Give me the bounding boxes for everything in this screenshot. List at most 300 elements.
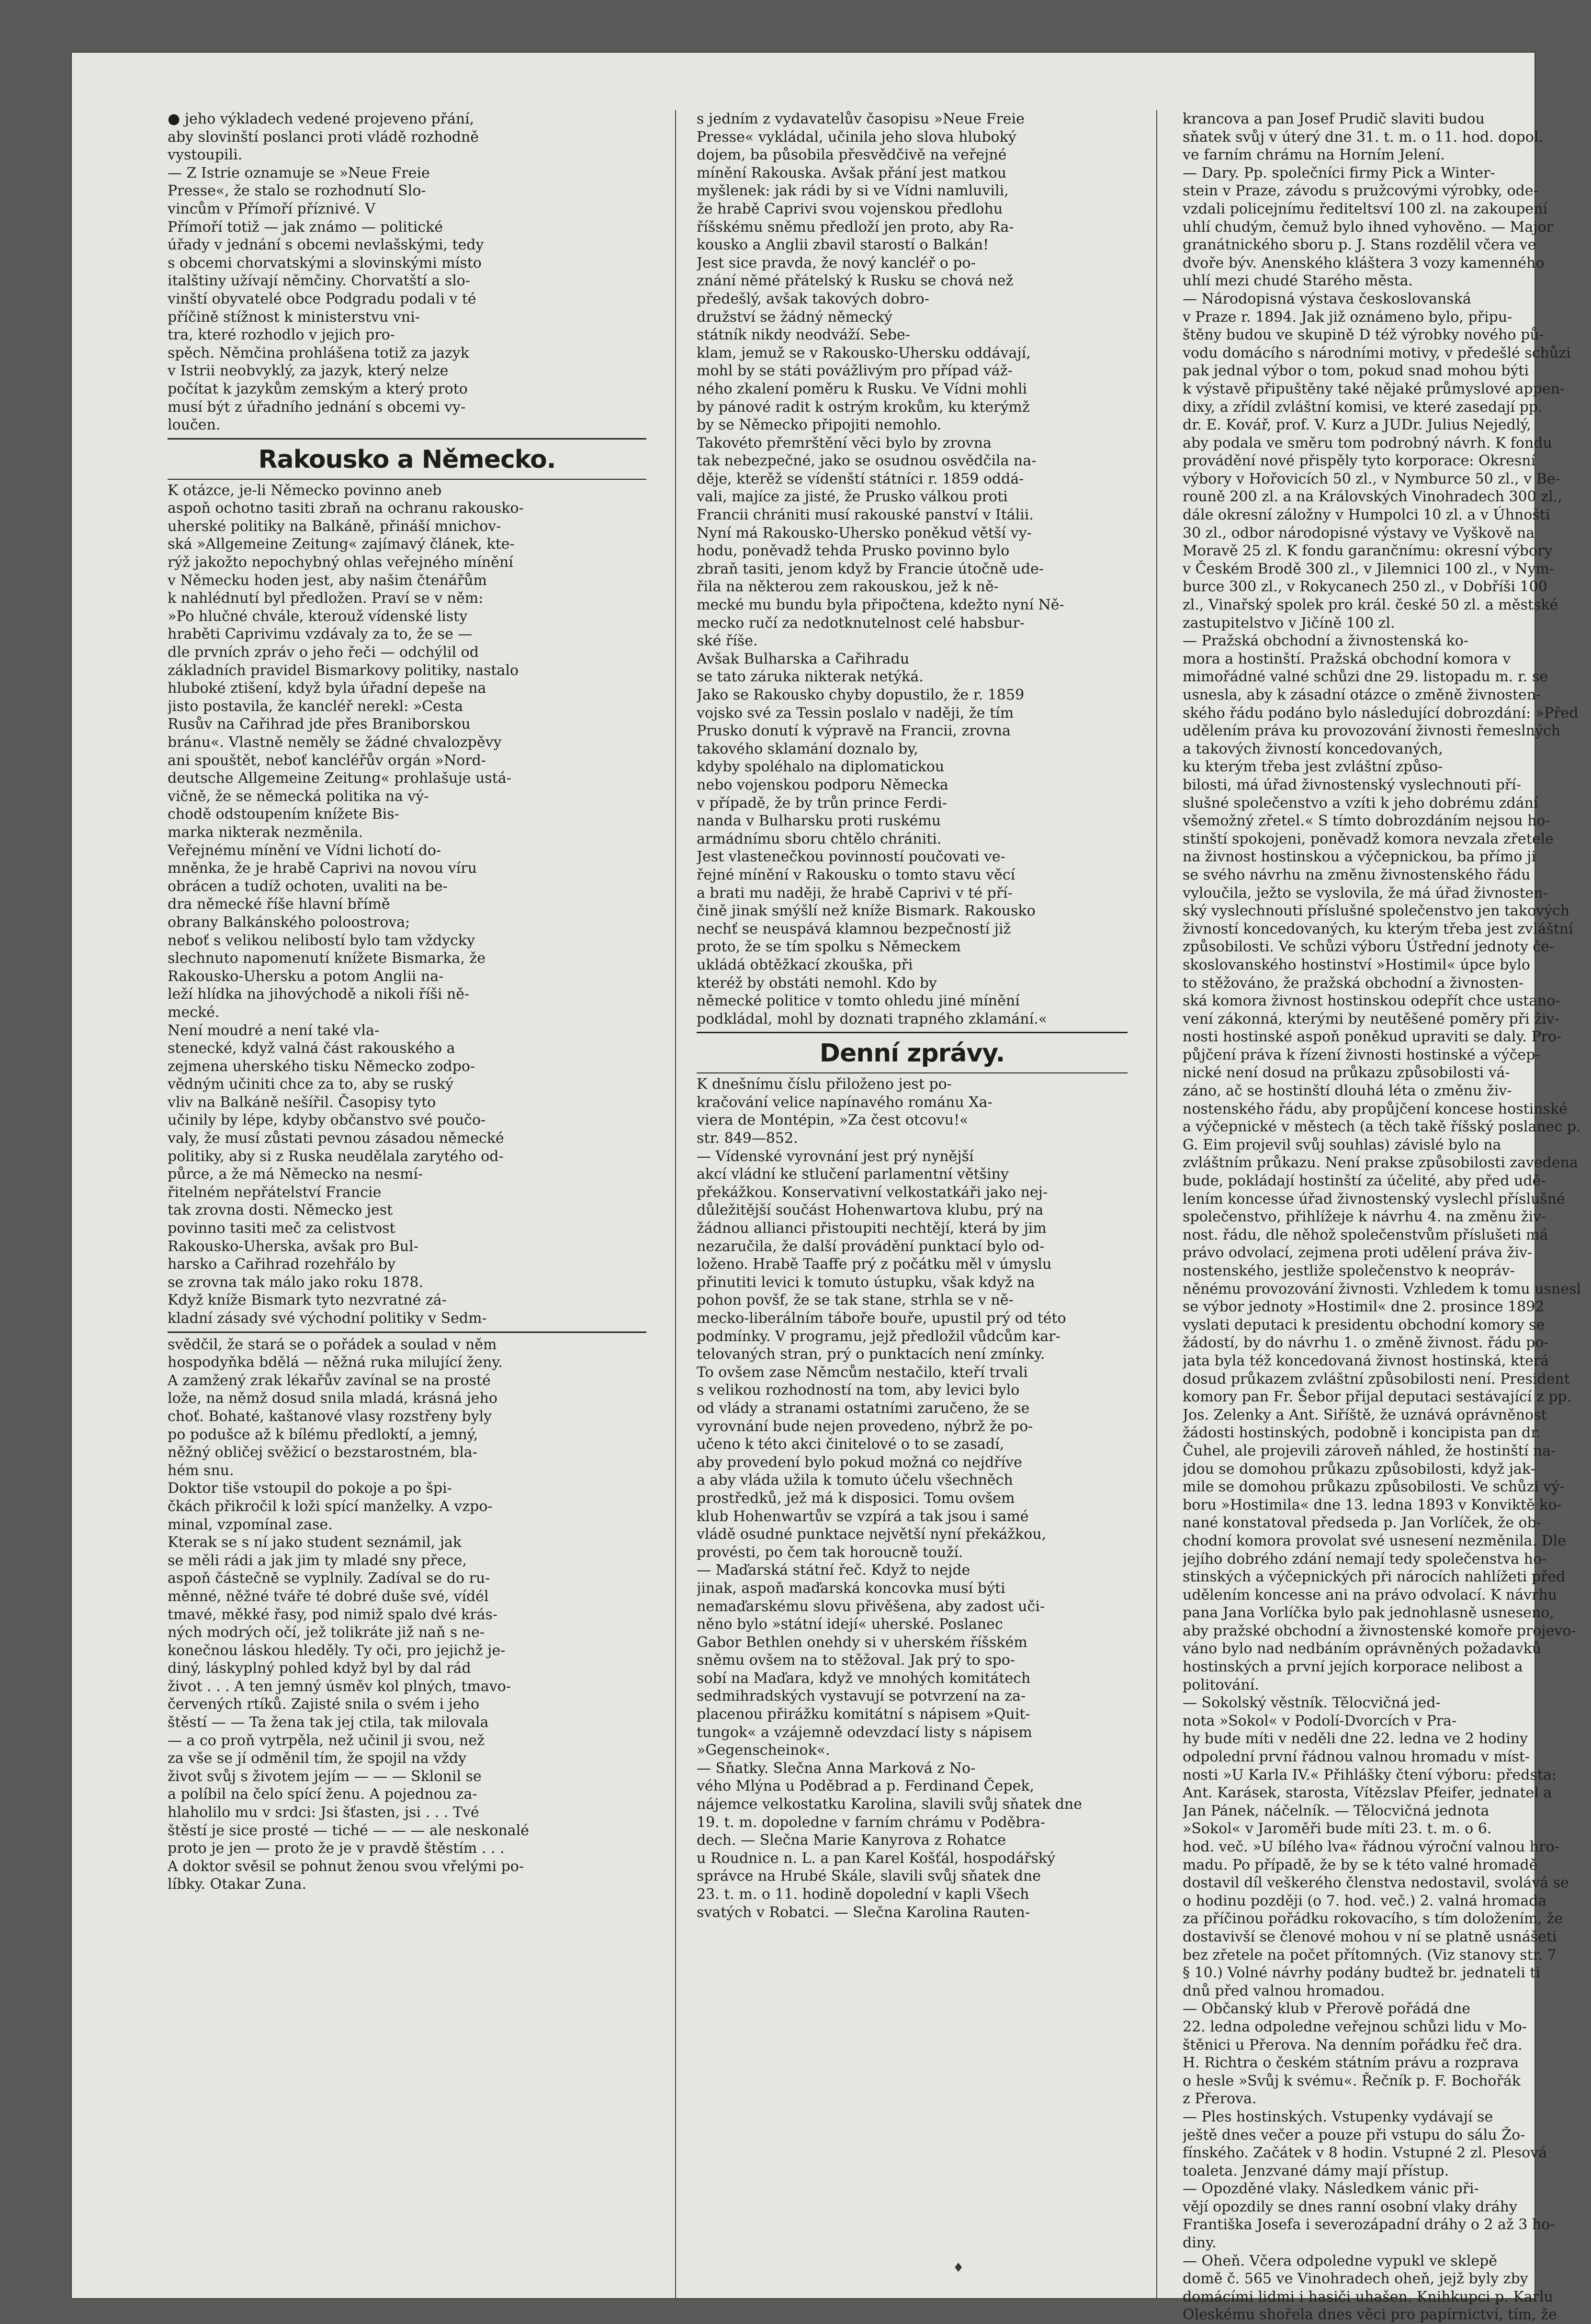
text-line: Nyní má Rakousko-Uhersko poněkud větší vy- [697, 524, 1032, 542]
text-line: žádostí, by do návrhu 1. o změně živnost. řádu po- [1183, 1334, 1549, 1352]
text-line: a aby vláda užila k tomuto účelu všechněch [697, 1472, 1013, 1489]
text-line: něnému provozování živnosti. Vzhledem k tomu usnesl [1183, 1280, 1581, 1297]
text-line: štěny budou ve skupině D též výrobky nového pů- [1183, 327, 1544, 344]
text-line: — Dary. Pp. společníci firmy Pick a Winter- [1183, 164, 1495, 181]
text-line: půjčení práva k řízení živnosti hostinské a výčep- [1183, 1046, 1540, 1063]
text-line: o hesle »Svůj k svému«. Řečník p. F. Bochořák [1183, 2072, 1521, 2089]
text-line: správce na Hrubé Skále, slavili svůj sňatek dne [697, 1868, 1041, 1885]
text-line: »Gegenscheinok«. [697, 1742, 830, 1759]
text-line: mohl by se státi povážlivým pro případ váž- [697, 362, 1013, 380]
text-line: od vlády a stranami ostatními zaručeno, že se [697, 1399, 1030, 1417]
text-line: dojem, ba působila přesvědčivě na veřejné [697, 147, 1007, 164]
text-line: úřady v jednání s obcemi nevlašskými, tedy [168, 237, 484, 254]
text-line: červených rtíků. Zajisté snila o svém i jeho [168, 1696, 480, 1713]
text-line: znání němé přátelský k Rusku se chová než [697, 272, 1014, 290]
text-line: ského řádu podáno bylo následující dobrozdání: »Před [1183, 704, 1579, 722]
text-line: žádosti hostinských, podobně i koncipista pan dr. [1183, 1424, 1541, 1442]
section-divider [697, 1072, 1128, 1073]
text-line: mile se domohou průkazu způsobilosti. Ve schůzi vý- [1183, 1478, 1565, 1496]
text-line: diny. [1183, 2234, 1217, 2252]
text-line: u Roudnice n. L. a pan Karel Košťál, hospodářský [697, 1850, 1055, 1867]
text-line: tmavé, měkké řasy, pod nimiž spalo dvé krás- [168, 1606, 498, 1623]
text-line: učeno k této akci činitelové o to se zasadí, [697, 1436, 1004, 1453]
text-line: — a co proň vytrpěla, než učinil ji svou, než [168, 1732, 485, 1749]
text-line: choť. Bohaté, kaštanové vlasy rozstřeny byly [168, 1408, 492, 1425]
text-line: Kterak se s ní jako student seznámil, jak [168, 1534, 462, 1551]
text-line: — Sokolský věstník. Tělocvičná jed- [1183, 1694, 1441, 1712]
text-line: ani spouštět, neboť kancléřův orgán »Nord- [168, 752, 486, 769]
text-line: vyslati deputaci k presidentu obchodní komory se [1183, 1316, 1545, 1333]
text-line: k výstavě připuštěny také nějaké průmyslové appen- [1183, 380, 1565, 397]
text-line: dra německé říše hlavní břímě [168, 896, 390, 913]
text-line: skoslovanského hostinství »Hostimil« úpce bylo [1183, 956, 1530, 973]
text-line: fínského. Začátek v 8 hodin. Vstupné 2 zl. Plesová [1183, 2144, 1547, 2162]
text-line: se měli rádi a jak jim ty mladé sny přece, [168, 1552, 467, 1569]
text-line: madu. Po případě, že by se k této valné hromadě [1183, 1856, 1538, 1873]
text-line: pohon povšf, že se tak stane, strhla se v ně- [697, 1292, 1014, 1309]
text-line: vystoupili. [168, 147, 243, 164]
text-line: takového sklamání doznalo by, [697, 740, 918, 757]
text-line: odpolední první řádnou valnou hromadu v míst- [1183, 1749, 1530, 1766]
text-line: Moravě 25 zl. K fondu garančnímu: okresní výbory [1183, 542, 1553, 560]
text-line: obrácen a tudíž ochoten, uvaliti na be- [168, 878, 448, 895]
text-line: mora a hostinští. Pražská obchodní komora v [1183, 650, 1511, 667]
text-line: slechnuto napomenutí knížete Bismarka, že [168, 950, 486, 967]
text-line: mecké mu bundu byla připočtena, kdežto nyní Ně- [697, 597, 1064, 614]
text-line: stenecké, když valná část rakouského a [168, 1040, 455, 1057]
text-line: k nahlédnutí byl předložen. Praví se v něm: [168, 590, 484, 607]
text-line: klam, jemuž se v Rakousko-Uhersku oddávají, [697, 344, 1031, 361]
heading-denni-zpravy: Denní zprávy. [819, 1039, 1005, 1068]
text-line: zejmena uherského tisku Německo zodpo- [168, 1058, 475, 1075]
text-line: život svůj s životem jejím — — — Sklonil se [168, 1768, 482, 1785]
text-line: by pánové radit k ostrým krokům, ku kterýmž [697, 398, 1030, 416]
text-line: učinily by lépe, kdyby občanstvo své poučo- [168, 1112, 486, 1129]
text-line: prostředků, jež má k disposici. Tomu ovšem [697, 1489, 1015, 1507]
text-line: provésti, po čem tak horoucně touží. [697, 1544, 963, 1561]
text-line: zvláštním průkazu. Není prakse způsobilosti zavedena [1183, 1154, 1578, 1172]
text-line: Přímoří totiž — jak známo — politické [168, 218, 443, 236]
text-line: — Národopisná výstava českoslovanská [1183, 290, 1471, 307]
text-line: měnné, něžné tváře té dobré duše své, vídél [168, 1588, 489, 1605]
text-line: komory pan Fr. Šebor přijal deputaci sestávající z pp. [1183, 1388, 1572, 1406]
text-line: 22. ledna odpoledne veřejnou schůzi lidu v Mo- [1183, 2018, 1527, 2035]
text-line: Presse«, že stalo se rozhodnutí Slo- [168, 182, 426, 200]
daily-news-continued [1183, 110, 1590, 2324]
text-line: proto, že se tím spolku s Německem [697, 938, 961, 956]
text-line: 30 zl., odbor národopisné výstavy ve Vyškově na [1183, 524, 1535, 542]
text-line: Rakousko-Uhersku a potom Anglii na- [168, 968, 444, 985]
text-line: bude, pokládají hostinští za účelité, aby před udě- [1183, 1173, 1546, 1190]
text-line: hospodyňka bdělá — něžná ruka milující ženy. [168, 1354, 503, 1371]
text-line: burce 300 zl., v Rokycanech 250 zl., v Dobříši 100 [1183, 578, 1547, 596]
text-line: říšskému sněmu předloží jen proto, aby Ra- [697, 218, 1014, 236]
text-line: boru »Hostimila« dne 13. ledna 1893 v Konviktě ko- [1183, 1496, 1562, 1513]
text-line: žádnou allianci přistoupiti nechtějí, která by jim [697, 1220, 1047, 1237]
text-line: jata byla též koncedovaná živnost hostinská, která [1183, 1352, 1549, 1369]
text-line: německé politice v tomto ohledu jiné mínění [697, 993, 1020, 1010]
text-line: 19. t. m. dopoledne v farním chrámu v Poděbra- [697, 1814, 1045, 1831]
text-line: vodu domácího s národními motivy, v předešlé schůzi [1183, 344, 1571, 361]
text-line: vého Mlýna u Poděbrad a p. Ferdinand Čepek, [697, 1778, 1035, 1795]
text-line: musí být z úřadního jednání s obcemi vy- [168, 398, 466, 416]
text-line: krancova a pan Josef Prudič slaviti budou [1183, 111, 1485, 127]
text-line: dvoře býv. Anenského kláštera 3 vozy kamenného [1183, 254, 1545, 271]
text-line: by se Německo připojiti nemohlo. [697, 417, 942, 434]
text-line: to stěžováno, že pražská obchodní a živnosten- [1183, 974, 1524, 992]
text-line: Ant. Karásek, starosta, Vítězslav Pfeifer, jednatel a [1183, 1784, 1552, 1802]
column-middle [697, 110, 1128, 1921]
text-line: ku kterým třeba jest zvláštní způso- [1183, 758, 1443, 776]
text-line: ský vyslechnouti příslušné společenstvo jen takových [1183, 903, 1570, 920]
text-line: Rusův na Cařihrad jde přes Braniborskou [168, 716, 471, 733]
text-line: a políbil na čelo spící ženu. A pojednou za- [168, 1786, 477, 1803]
section-divider [697, 1032, 1128, 1033]
text-line: chodní komora provolat své usnesení nezměnila. Dle [1183, 1532, 1567, 1549]
text-line: Jos. Zelenky a Ant. Siříště, že uznává oprávněnost [1183, 1406, 1547, 1423]
text-line: s jedním z vydavatelův časopisu »Neue Freie [697, 111, 1025, 127]
text-line: vyrovnání bude nejen provedeno, nýbrž že po- [697, 1418, 1033, 1435]
text-line: něžný obličej svěžicí o bezstarostném, bla- [168, 1444, 477, 1461]
text-line: zastupitelstvo v Jičíně 100 zl. [1183, 614, 1395, 632]
article-rakousko-a-nemecko [168, 482, 646, 1328]
text-line: svatých v Robatci. — Slečna Karolina Rauten- [697, 1904, 1030, 1921]
text-line: nájemce velkostatku Karolina, slavili svůj sňatek dne [697, 1796, 1082, 1813]
text-line: příčině stížnost k ministerstvu vni- [168, 308, 420, 326]
text-line: — Pražská obchodní a živnostenská ko- [1183, 632, 1468, 650]
text-line: nostenského, jestliže společenstvo k neopráv- [1183, 1263, 1515, 1279]
text-line: Jako se Rakousko chyby dopustilo, že r. 1859 [697, 687, 1025, 703]
text-line: dále okresní záložny v Humpolci 10 zl. a v Úhnošti [1183, 507, 1550, 524]
article-continued [697, 110, 1128, 1028]
text-line: provádění nové přispěly tyto korporace: Okresní [1183, 452, 1536, 470]
text-line: dosud průkazem zvláštní způsobilosti není. President [1183, 1370, 1570, 1388]
text-line: nota »Sokol« v Podolí-Dvorcích v Pra- [1183, 1712, 1457, 1729]
text-line: toaleta. Jenzvané dámy mají přístup. [1183, 2162, 1449, 2179]
text-line: dr. E. Kovář, prof. V. Kurz a JUDr. Julius Nejedlý, [1183, 417, 1531, 434]
text-line: nemaďarskému slovu přivěšena, aby zadost uči- [697, 1598, 1045, 1615]
text-line: udělením práva ku provozování živnosti řemeslných [1183, 722, 1561, 740]
text-line: za vše se jí odměnil tím, že spojil na vždy [168, 1750, 467, 1767]
heading-rakousko-a-nemecko: Rakousko a Německo. [258, 445, 556, 474]
text-line: Jest sice pravda, že nový kancléř o po- [697, 254, 976, 271]
text-line: vyloučila, ježto se vyslovila, že má úřad živnosten- [1183, 884, 1548, 902]
text-line: klub Hohenwartův se vzpírá a tak jsou i samé [697, 1508, 1029, 1525]
text-line: nostenského řádu, aby propůjčení koncese hostinské [1183, 1100, 1568, 1117]
text-line: štěnici u Přerova. Na denním pořádku řeč dra. [1183, 2036, 1523, 2053]
text-line: záno, ač se hostinští dlouhá léta o změnu živ- [1183, 1083, 1512, 1100]
text-line: K otázce, je-li Německo povinno aneb [168, 482, 442, 499]
text-line: dostavivší se členové mohou v ní se platně usnášeti [1183, 1928, 1557, 1945]
text-line: »Sokol« v Jaroměři bude míti 23. t. m. o 6. [1183, 1820, 1492, 1838]
text-line: spěch. Němčina prohlášena totiž za jazyk [168, 344, 469, 361]
text-line: Doktor tiše vstoupil do pokoje a po špi- [168, 1480, 452, 1497]
text-line: pak jednal výbor o tom, pokud snad mohou býti [1183, 362, 1529, 380]
text-line: dnů před valnou hromadou. [1183, 1982, 1385, 1999]
text-line: ukládá obtěžkací zkouška, při [697, 956, 913, 973]
text-line: marka nikterak nezměnila. [168, 824, 363, 841]
text-line: vějí opozdily se dnes ranní osobní vlaky dráhy [1183, 2198, 1518, 2215]
text-line: nost. řádu, dle něhož společenstvům příslušeti má [1183, 1226, 1548, 1243]
text-line: ● jeho výkladech vedené projeveno přání, [168, 111, 474, 127]
text-line: a takových živností koncedovaných, [1183, 740, 1443, 757]
text-line: Čuhel, ale projevili zároveň náhled, že hostinští na- [1183, 1442, 1556, 1459]
text-line: tak nebezpečné, jako se osudnou osvědčila na- [697, 452, 1037, 470]
text-line: sobí na Maďara, když ve mnohých komitátech [697, 1670, 1031, 1687]
text-line: telovaných stran, prý o punktacích není zmínky. [697, 1346, 1045, 1363]
text-line: řitelném nepřátelství Francie [168, 1184, 382, 1201]
text-line: v Praze r. 1894. Jak již oznámeno bylo, připu- [1183, 308, 1512, 326]
text-line: děje, kterěž se vídenští státníci r. 1859 oddá- [697, 470, 1024, 487]
text-line: v Českém Brodě 300 zl., v Jilemnici 100 zl., v Nym- [1183, 560, 1555, 577]
text-line: str. 849—852. [697, 1130, 798, 1147]
text-line: G. Eim projevil svůj souhlas) závislé bylo na [1183, 1136, 1501, 1153]
text-line: neboť s velikou nelibostí bylo tam vždycky [168, 932, 475, 949]
newspaper-page [72, 53, 1581, 2324]
text-line: lože, na němž dosud snila mladá, krásná jeho [168, 1390, 498, 1407]
text-line: leží hlídka na jihovýchodě a nikoli říši ně- [168, 986, 470, 1003]
text-line: bránu«. Vlastně neměly se žádné chvalozpěvy [168, 734, 502, 751]
text-line: K dnešnímu číslu přiloženo jest po- [697, 1076, 952, 1093]
text-line: — Opozděné vlaky. Následkem vánic při- [1183, 2180, 1479, 2198]
text-line: nané konstatoval předseda p. Jan Vorlíček, že ob- [1183, 1514, 1541, 1532]
text-line: hraběti Caprivimu vzdávaly za to, že se — [168, 626, 473, 643]
text-line: — Sňatky. Slečna Anna Marková z No- [697, 1760, 976, 1777]
column-right [1183, 110, 1590, 2324]
text-line: život . . . A ten jemný úsměv kol plných, tmavo- [168, 1678, 511, 1695]
column-rule [1156, 110, 1157, 2298]
text-line: uhlí chudým, čemuž bylo ihned vyhověno. — Major [1183, 218, 1553, 236]
text-line: jinak, aspoň maďarská koncovka musí býti [697, 1579, 1005, 1597]
text-line: z Přerova. [1183, 2090, 1257, 2108]
text-line: v Istrii neobvyklý, za jazyk, který nelze [168, 362, 449, 380]
text-line: — Maďarská státní řeč. Když to nejde [697, 1562, 970, 1579]
text-line: hlaholilo mu v srdci: Jsi šťasten, jsi . . . Tvé [168, 1804, 479, 1821]
text-line: na živnost hostinskou a výčepnickou, ba přímo ji [1183, 848, 1536, 866]
text-line: důležitější součást Hohenwartova klubu, prý na [697, 1202, 1044, 1219]
text-line: placenou přirážku komitátní s nápisem »Quit- [697, 1706, 1030, 1723]
text-line: dle prvních zpráv o jeho řeči — odchýlil od [168, 644, 479, 661]
text-line: nechť se neuspává klamnou bezpečností již [697, 920, 1011, 937]
text-line: v případě, že by trůn prince Ferdi- [697, 794, 947, 812]
text-line: loučen. [168, 417, 221, 434]
text-line: proto je jen — proto že je v pravdě štěstím . . . [168, 1840, 505, 1857]
text-line: půrce, a že má Německo na nesmí- [168, 1166, 423, 1183]
column-rule [675, 110, 676, 2298]
text-line: italštiny užívají němčiny. Chorvatští a slo- [168, 272, 471, 290]
text-line: váno bylo nad nedbáním oprávněných požadavků [1183, 1640, 1542, 1658]
text-line: o hodinu později (o 7. hod. več.) 2. valná hromada [1183, 1892, 1547, 1909]
text-line: stinští spokojeni, poněvadž komora nevzala zřetele [1183, 830, 1554, 847]
text-line: slušné společenstvo a vzíti k jeho dobrému zdání [1183, 794, 1538, 812]
text-line: se výbor jednoty »Hostimil« dne 2. prosince 1892 [1183, 1298, 1545, 1316]
text-line: tak zrovna dosti. Německo jest [168, 1202, 393, 1219]
text-line: aby provedení bylo pokud možná co nejdříve [697, 1454, 1022, 1471]
text-line: aby podala ve směru tom podrobný návrh. K fondu [1183, 434, 1552, 451]
text-line: harsko a Cařihrad rozehřálo by [168, 1256, 396, 1273]
text-line: deutsche Allgemeine Zeitung« prohlašuje ustá- [168, 770, 511, 787]
daily-news [697, 1075, 1128, 1921]
section-divider [168, 479, 646, 480]
text-line: zbraň tasiti, jenom když by Francie útočně ude- [697, 560, 1044, 577]
text-line: stein v Praze, závodu s pružcovými výrobky, ode- [1183, 182, 1538, 200]
text-line: valy, že musí zůstati pevnou zásadou německé [168, 1130, 504, 1147]
text-line: všemožný zřetel.« S tímto dobrozdáním nejsou ho- [1183, 812, 1550, 830]
text-line: hodu, poněvadž tehda Prusko povinno bylo [697, 542, 1010, 560]
text-line: Když kníže Bismark tyto nezvratné zá- [168, 1292, 447, 1309]
text-line: líbky. Otakar Zuna. [168, 1876, 306, 1893]
text-line: domě č. 565 ve Vinohradech oheň, jejž byly zby [1183, 2270, 1528, 2288]
text-line: Jan Pánek, náčelník. — Tělocvičná jednota [1183, 1802, 1489, 1819]
text-line: sedmihradských vystavují se potvrzení na za- [697, 1688, 1026, 1705]
text-line: rýž jakožto nepochybný ohlas veřejného mínění [168, 554, 513, 571]
text-line: aby slovinští poslanci proti vládě rozhodně [168, 128, 479, 146]
text-line: aspoň ochotno tasiti zbraň na ochranu rakousko- [168, 500, 524, 517]
text-line: — Oheň. Včera odpoledne vypukl ve sklepě [1183, 2252, 1498, 2269]
text-line: nezaručila, že další provádění punktací bylo od- [697, 1238, 1045, 1255]
text-line: vládě osudné punktace největší nyní překážkou, [697, 1526, 1047, 1543]
text-line: vincům v Přímoří příznivé. V [168, 200, 375, 217]
text-line: mecké. [168, 1004, 220, 1021]
text-line: sněmu ovšem na to stěžoval. Jak prý to spo- [697, 1652, 1015, 1669]
text-line: počítat k jazykům zemským a který proto [168, 380, 468, 397]
text-line: 23. t. m. o 11. hodině dopolední v kapli Všech [697, 1886, 1029, 1903]
text-line: dixy, a zřídil zvláštní komisi, ve které zasedají pp. [1183, 398, 1543, 416]
text-line: přinutiti levici k tomuto ústupku, však když na [697, 1274, 1035, 1291]
text-line: ných modrých očí, jež tolikráte již naň s ne- [168, 1624, 485, 1641]
text-line: bilosti, má úřad živnostenský vyslechnouti pří- [1183, 776, 1521, 793]
text-line: usnesla, aby k zásadní otázce o změně živnosten- [1183, 687, 1541, 703]
text-line: Francii chrániti musí rakouské panství v Itálii. [697, 507, 1034, 524]
text-line: myšlenek: jak rádi by si ve Vídni namluvili, [697, 182, 1009, 200]
istria-article [168, 110, 646, 434]
section-divider [168, 438, 646, 440]
text-line: udělením koncesse ani na právo odvolací. K návrhu [1183, 1586, 1557, 1603]
text-line: H. Richtra o českém státním právu a rozprava [1183, 2054, 1519, 2072]
text-line: za příčinou pořádku rokovacího, s tím doložením, že [1183, 1910, 1563, 1928]
text-line: kračování velice napínavého románu Xa- [697, 1094, 993, 1111]
text-line: rouně 200 zl. a na Královských Vinohradech 300 zl., [1183, 488, 1562, 506]
text-line: vali, majíce za jisté, že Prusko válkou proti [697, 488, 1008, 506]
text-line: — Ples hostinských. Vstupenky vydávají se [1183, 2108, 1493, 2125]
text-line: mecko ručí za nedotknutelnost celé habsbur- [697, 614, 1025, 632]
text-line: hod. več. »U bílého lva« řádnou výroční valnou hro- [1183, 1839, 1559, 1855]
text-line: obrany Balkánského poloostrova; [168, 914, 410, 931]
text-line: mínění Rakouska. Avšak přání jest matkou [697, 164, 1007, 181]
text-line: To ovšem zase Němcům nestačilo, kteří trvali [697, 1364, 1028, 1381]
text-line: akcí vládní ke stlučení parlamentní většiny [697, 1166, 1009, 1183]
text-line: A zamžený zrak lékařův zavínal se na prosté [168, 1372, 491, 1389]
page-ornament: ♦ [953, 2261, 964, 2275]
text-line: povinno tasiti meč za celistvost [168, 1220, 395, 1237]
text-line: způsobilosti. Ve schůzi výboru Ústřední jednoty če- [1183, 938, 1555, 956]
text-line: jejího dobrého zdání nemají tedy společenstva ho- [1183, 1550, 1547, 1568]
feuilleton-story [168, 1336, 646, 1894]
text-line: vzdali policejnímu řediteltsví 100 zl. na zakoupení [1183, 200, 1548, 217]
text-line: Prusko donutí k výpravě na Francii, zrovna [697, 722, 1011, 740]
text-line: kladní zásady své východní politiky v Sedm- [168, 1310, 487, 1327]
text-line: výbory v Hořovicích 50 zl., v Nymburce 50 zl., v Be- [1183, 470, 1560, 487]
text-line: — Občanský klub v Přerově pořádá dne [1183, 2000, 1471, 2018]
text-line: stinských a výčepnických při nárocích nahlížeti před [1183, 1568, 1566, 1586]
text-line: se zrovna tak málo jako roku 1878. [168, 1274, 424, 1291]
text-line: jisto postavila, že kancléř nerekl: »Cesta [168, 698, 463, 715]
text-line: nosti hostinské aspoň poněkud upraviti se daly. Pro- [1183, 1028, 1562, 1046]
text-line: s velikou rozhodností na tom, aby levici bylo [697, 1382, 1020, 1399]
text-line: uhlí mezi chudé Starého města. [1183, 272, 1413, 290]
text-line: politování. [1183, 1676, 1259, 1693]
text-line: štěstí — — Ta žena tak jej ctila, tak milovala [168, 1714, 489, 1731]
text-line: Není moudré a není také vla- [168, 1022, 380, 1039]
text-line: Takovéto přemrštění věci bylo by zrovna [697, 434, 992, 451]
text-line: kdyby spoléhalo na diplomatickou [697, 758, 945, 776]
text-line: jdou se domohou průkazu způsobilosti, když jak- [1183, 1460, 1535, 1478]
text-line: předešlý, avšak takových dobro- [697, 290, 929, 307]
text-line: Gabor Bethlen onehdy si v uherském říšském [697, 1634, 1027, 1651]
text-line: viera de Montépin, »Za čest otcovu!« [697, 1112, 969, 1129]
text-line: tra, které rozhodlo v jejich pro- [168, 327, 395, 344]
text-line: politiky, aby si z Ruska neudělala zarytého od- [168, 1148, 504, 1165]
text-line: štěstí je sice prosté — tiché — — — ale neskonalé [168, 1822, 530, 1839]
text-line: překážkou. Konservativní velkostatkáři jako nej- [697, 1184, 1048, 1201]
text-line: minal, vzpomínal zase. [168, 1516, 333, 1533]
text-line: po podušce až k bílému předloktí, a jemný, [168, 1426, 478, 1443]
text-line: domácími lidmi i hasiči uhašen. Knihkupci p. Karlu [1183, 2288, 1553, 2305]
text-line: něno bylo »státní idejí« uherské. Poslanec [697, 1616, 1003, 1633]
text-line: aspoň částečně se vyplnily. Zadíval se do ru- [168, 1570, 490, 1587]
text-line: a brati mu naději, že hrabě Caprivi v té pří- [697, 884, 1013, 902]
text-line: podmínky. V programu, jejž předložil vůdcům kar- [697, 1328, 1061, 1345]
text-line: lením koncesse úřad živnostenský vyslechl příslušné [1183, 1190, 1565, 1207]
text-line: hém snu. [168, 1462, 234, 1479]
text-line: v Německu hoden jest, aby našim čtenářům [168, 572, 487, 589]
text-line: že hrabě Caprivi svou vojenskou předlohu [697, 200, 1003, 217]
text-line: dech. — Slečna Marie Kanyrova z Rohatce [697, 1832, 1006, 1849]
text-line: družství se žádný německý [697, 308, 892, 326]
text-line: ještě dnes večer a pouze při vstupu do sálu Žo- [1183, 2126, 1525, 2143]
text-line: podkládal, mohl by doznati trapného zklamání.« [697, 1010, 1048, 1027]
text-line: a výčepnické v městech (a těch takě říšský poslanec p. [1183, 1118, 1581, 1136]
text-line: nebo vojenskou podporu Německa [697, 776, 948, 793]
column-left [168, 110, 646, 1894]
text-line: § 10.) Volné návrhy podány budtež br. jednateli ti [1183, 1964, 1540, 1982]
text-line: vinští obyvatelé obce Podgradu podali v té [168, 290, 476, 307]
text-line: armádnímu sboru chtělo chrániti. [697, 830, 942, 847]
text-line: Rakousko-Uherska, avšak pro Bul- [168, 1238, 418, 1255]
text-line: vědným učiniti chce za to, aby se ruský [168, 1076, 454, 1093]
text-line: — Z Istrie oznamuje se »Neue Freie [168, 164, 430, 181]
text-line: hostinských a první jejích korporace nelibost a [1183, 1658, 1523, 1676]
text-line: Veřejnému mínění ve Vídni lichotí do- [168, 842, 441, 859]
text-line: tungok« a vzájemně odevzdací listy s nápisem [697, 1724, 1032, 1741]
text-line: bez zřetele na počet přítomných. (Viz stanovy str. 7 [1183, 1946, 1557, 1963]
text-line: A doktor svěsil se pohnut ženou svou vřelými po- [168, 1858, 524, 1875]
text-line: granátnického sboru p. J. Stans rozdělil včera ve [1183, 237, 1536, 254]
text-line: ného zkalení poměru k Rusku. Ve Vídni mohli [697, 380, 1027, 397]
text-line: mecko-liberálním táboře bouře, upustil prý od této [697, 1310, 1066, 1327]
text-line: Františka Josefa i severozápadní dráhy o 2 až 3 ho- [1183, 2216, 1555, 2234]
text-line: dostavil díl veškerého členstva nedostavil, svolává se [1183, 1874, 1569, 1892]
text-line: vojsko své za Tessin poslalo v naději, že tím [697, 704, 1014, 722]
text-line: vení zákonná, kterými by neutěšené poměry při živ- [1183, 1010, 1559, 1027]
text-line: konečnou láskou hleděly. Ty oči, pro jejichž je- [168, 1642, 506, 1659]
text-line: »Po hlučné chvále, kterouž vídenské listy [168, 608, 468, 625]
text-line: nosti »U Karla IV.« Přihlášky čtení výboru: předsta: [1183, 1766, 1557, 1783]
text-line: svědčil, že stará se o pořádek a soulad v něm [168, 1336, 497, 1353]
text-line: mimořádné valné schůzi dne 29. listopadu m. r. se [1183, 668, 1548, 686]
text-line: kousko a Anglii zbavil starostí o Balkán! [697, 237, 989, 254]
text-line: s obcemi chorvatskými a slovinskými místo [168, 254, 482, 271]
